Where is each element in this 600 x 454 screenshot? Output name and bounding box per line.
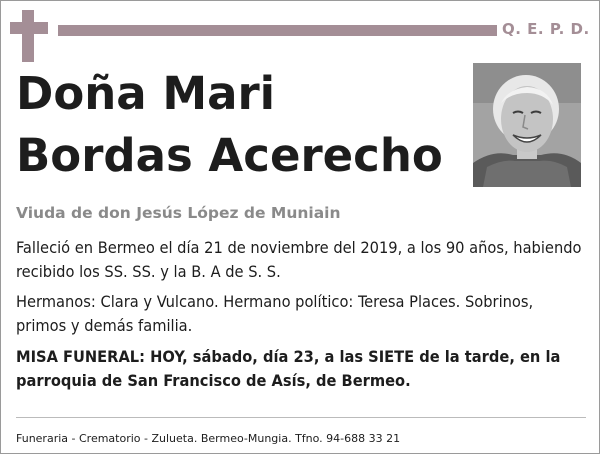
portrait-photo <box>473 63 581 187</box>
header-bar <box>58 25 497 36</box>
deceased-name-line2: Bordas Acerecho <box>16 129 443 182</box>
deceased-name-line1: Doña Mari <box>16 67 276 120</box>
footer-divider <box>16 417 586 418</box>
cross-icon-vertical <box>22 10 34 62</box>
funeral-mass-text: MISA FUNERAL: HOY, sábado, día 23, a las SIETE de la tarde, en la parroquia de San Francisco de Asís, de Bermeo. <box>16 347 561 390</box>
family-text: Hermanos: Clara y Vulcano. Hermano político: Teresa Places. Sobrinos, primos y demás familia. <box>16 292 534 335</box>
cross-icon-horizontal <box>10 22 48 34</box>
qepd-label: Q. E. P. D. <box>502 20 590 38</box>
widow-of-subtitle: Viuda de don Jesús López de Muniain <box>16 204 341 222</box>
death-notice-text: Falleció en Bermeo el día 21 de noviembre del 2019, a los 90 años, habiendo recibido los SS. SS. y la B. A de S. S. <box>16 238 582 281</box>
funeral-home-footer: Funeraria - Crematorio - Zulueta. Bermeo-Mungia. Tfno. 94-688 33 21 <box>16 432 401 445</box>
